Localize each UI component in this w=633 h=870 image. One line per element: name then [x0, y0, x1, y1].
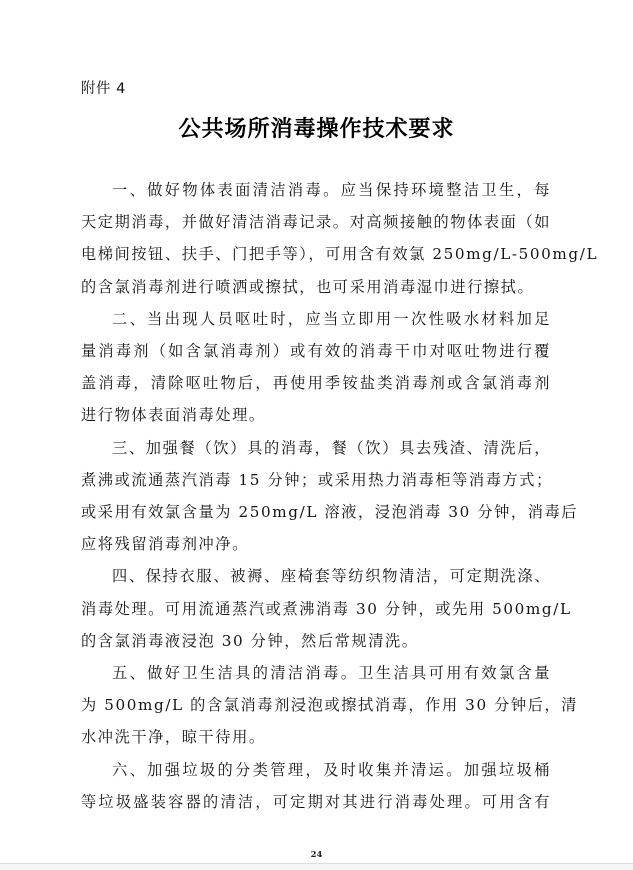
text-line: 煮沸或流通蒸汽消毒 15 分钟；或采用热力消毒柜等消毒方式；: [81, 470, 553, 489]
document-body: [81, 174, 599, 818]
text-line: 盖消毒，清除呕吐物后，再使用季铵盐类消毒剂或含氯消毒剂: [81, 374, 551, 393]
text-line: 的含氯消毒液浸泡 30 分钟，然后常规清洗。: [81, 631, 419, 650]
text-line: 为 500mg/L 的含氯消毒剂浸泡或擦拭消毒，作用 30 分钟后，清: [81, 696, 579, 715]
paragraph-5: [81, 657, 579, 754]
text-line: 一、做好物体表面清洁消毒。应当保持环境整洁卫生，每: [112, 181, 551, 199]
paragraph-3: [81, 432, 579, 561]
page-gap: [0, 864, 633, 870]
text-line: 二、当出现人员呕吐时，应当立即用一次性吸水材料加足: [112, 309, 551, 328]
text-line: 四、保持衣服、被褥、座椅套等纺织物清洁，可定期洗涤、: [112, 567, 551, 586]
page-number: 24: [310, 850, 323, 860]
text-line: 水冲洗干净，晾干待用。: [81, 728, 266, 747]
paragraph-1: [81, 174, 599, 303]
text-line: 量消毒剂（如含氯消毒剂）或有效的消毒干巾对呕吐物进行覆: [81, 342, 551, 361]
text-line: 三、加强餐（饮）具的消毒，餐（饮）具去残渣、清洗后，: [112, 438, 551, 457]
text-line: 或采用有效氯含量为 250mg/L 溶液，浸泡消毒 30 分钟，消毒后: [81, 503, 579, 522]
paragraph-4: [81, 560, 572, 657]
text-line: 电梯间按钮、扶手、门把手等），可用含有效氯 250mg/L-500mg/L: [81, 245, 599, 264]
paragraph-6: [81, 754, 551, 818]
text-line: 进行物体表面消毒处理。: [81, 406, 266, 425]
text-line: 五、做好卫生洁具的清洁消毒。卫生洁具可用有效氯含量: [112, 664, 551, 683]
text-line: 的含氯消毒剂进行喷洒或擦拭，也可采用消毒湿巾进行擦拭。: [81, 277, 535, 296]
document-title: 公共场所消毒操作技术要求: [178, 117, 455, 142]
paragraph-2: [81, 303, 551, 432]
attachment-label: 附件 4: [81, 81, 126, 97]
text-line: 等垃圾盛装容器的清洁，可定期对其进行消毒处理。可用含有: [81, 792, 551, 811]
text-line: 消毒处理。可用流通蒸汽或煮沸消毒 30 分钟，或先用 500mg/L: [81, 599, 572, 618]
text-line: 天定期消毒，并做好清洁消毒记录。对高频接触的物体表面（如: [81, 213, 552, 232]
text-line: 应将残留消毒剂冲净。: [81, 535, 249, 554]
text-line: 六、加强垃圾的分类管理，及时收集并清运。加强垃圾桶: [112, 760, 551, 779]
